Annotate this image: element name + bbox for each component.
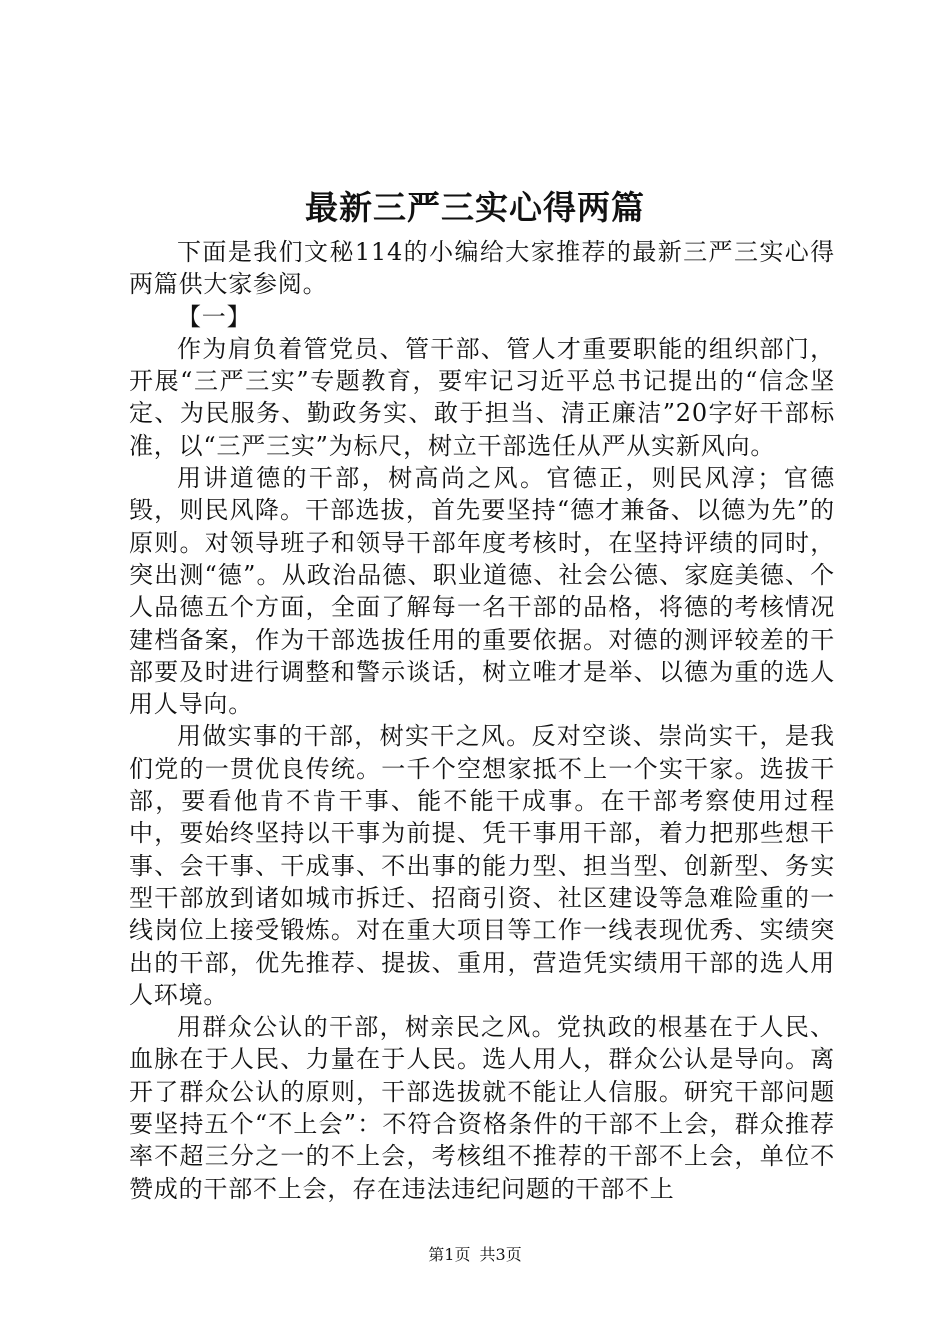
body-paragraph: 用做实事的干部，树实干之风。反对空谈、崇尚实干，是我们党的一贯优良传统。一千个空想家抵不上一个实干家。选拔干部，要看他肯不肯干事、能不能干成事。在干部考察使用过程中，要始终坚持以干事为前提、凭干事用干部，着力把那些想干事、会干事、干成事、不出事的能力型、担当型、创新型、务实型干部放到诸如城市拆迁、招商引资、社区建设等急难险重的一线岗位上接受锻炼。对在重大项目等工作一线表现优秀、实绩突出的干部，优先推荐、提拔、重用，营造凭实绩用干部的选人用人环境。 [129,722,835,1009]
document-title: 最新三严三实心得两篇 [305,188,645,227]
body-paragraph: 用讲道德的干部，树高尚之风。官德正，则民风淳；官德毁，则民风降。干部选拔，首先要坚持“德才兼备、以德为先”的原则。对领导班子和领导干部年度考核时，在坚持评绩的同时，突出测“德”。从政治品德、职业道德、社会公德、家庭美德、个人品德五个方面，全面了解每一名干部的品格，将德的考核情况建档备案，作为干部选拔任用的重要依据。对德的测评较差的干部要及时进行调整和警示谈话，树立唯才是举、以德为重的选人用人导向。 [129,464,835,719]
section-heading: 【一】 [177,302,252,331]
body-paragraph: 用群众公认的干部，树亲民之风。党执政的根基在于人民、血脉在于人民、力量在于人民。选人用人，群众公认是导向。离开了群众公认的原则，干部选拔就不能让人信服。研究干部问题要坚持五个“不上会”：不符合资格条件的干部不上会，群众推荐率不超三分之一的不上会，考核组不推荐的干部不上会，单位不赞成的干部不上会，存在违法违纪问题的干部不上 [129,1013,835,1203]
page-footer [0,1244,950,1266]
intro-paragraph: 下面是我们文秘114的小编给大家推荐的最新三严三实心得两篇供大家参阅。 [129,238,835,299]
body-paragraph: 作为肩负着管党员、管干部、管人才重要职能的组织部门，开展“三严三实”专题教育，要牢记习近平总书记提出的“信念坚定、为民服务、勤政务实、敢于担当、清正廉洁”20字好干部标准，以“三严三实”为标尺，树立干部选任从严从实新风向。 [129,334,835,460]
document-body [129,236,835,1205]
page-number: 第1页 [428,1245,471,1264]
page-total: 共3页 [479,1245,522,1264]
